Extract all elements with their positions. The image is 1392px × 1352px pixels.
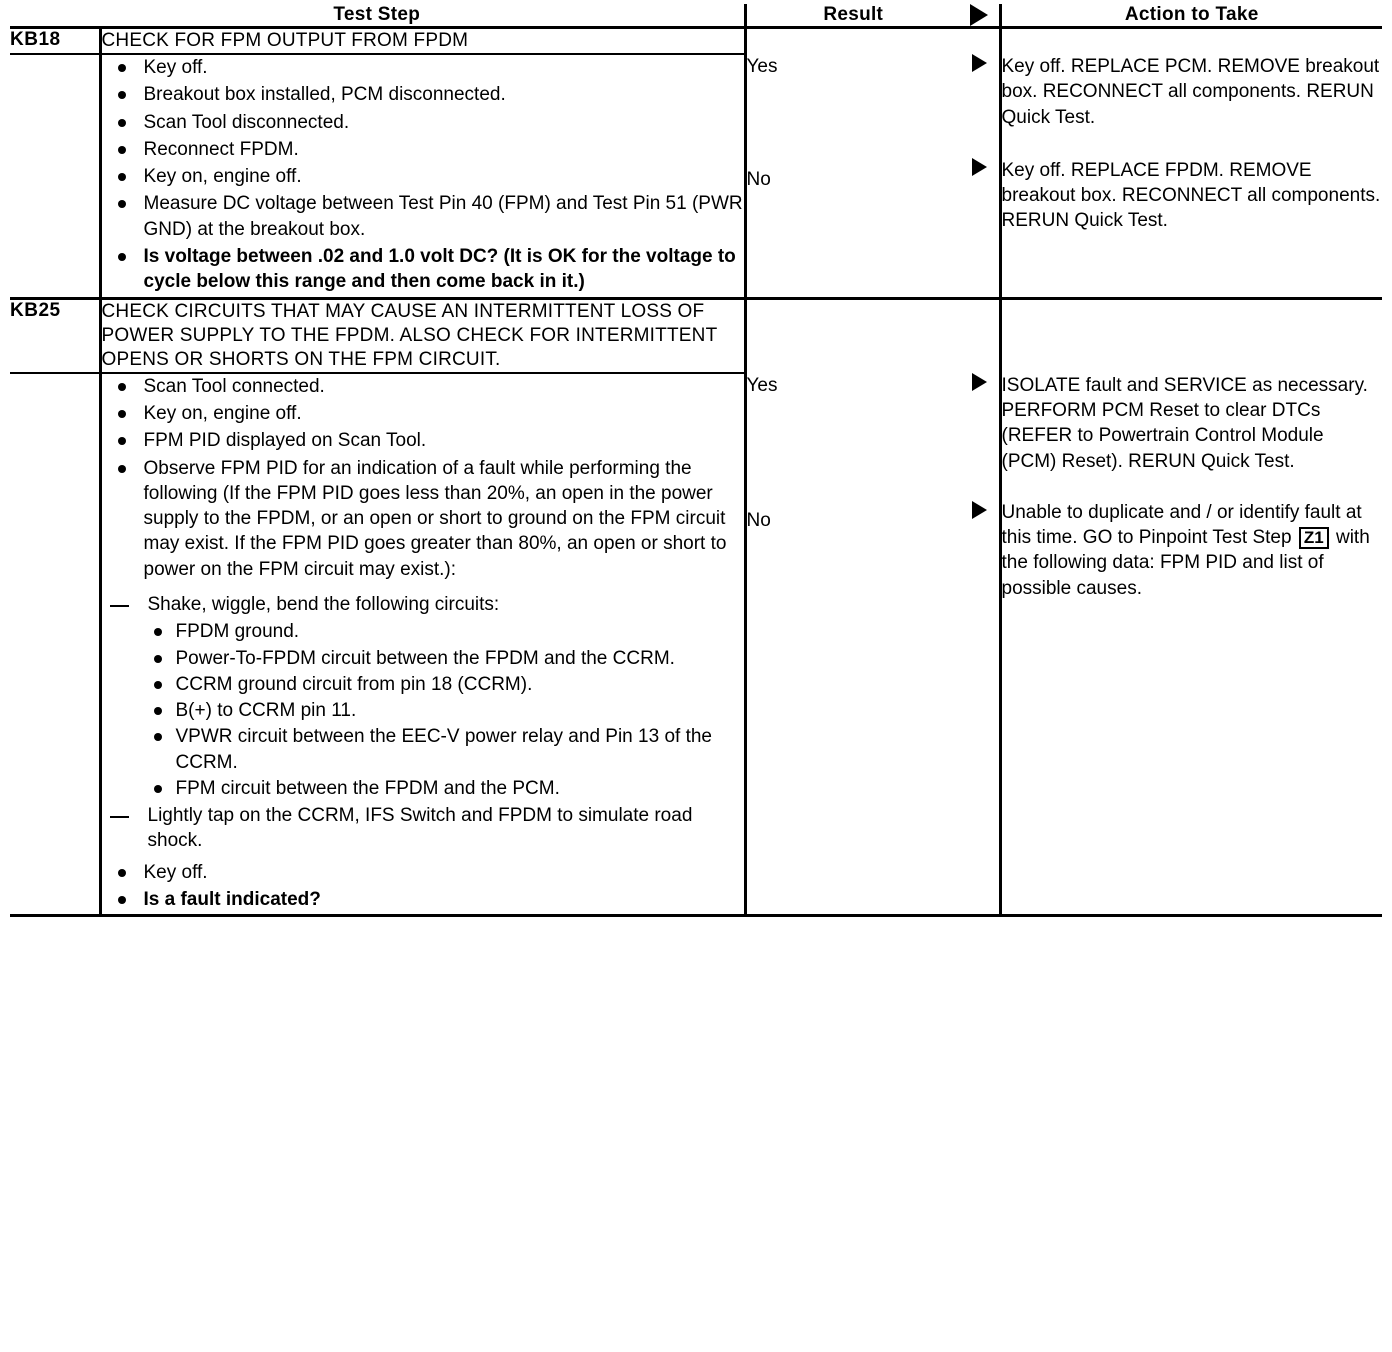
table-header-row [10,4,1382,28]
right-triangle-icon [970,4,988,26]
step-kb25-bullets [100,373,745,916]
step-id-kb25: KB25 [10,298,100,373]
list-item: FPDM ground. [148,619,744,644]
step-kb25-body-row [10,373,1382,916]
result-spacer [747,398,961,508]
step-kb18-title-row [10,28,1382,55]
action-text-no: Key off. REPLACE FPDM. REMOVE breakout box. RECONNECT all components. RERUN Quick Test. [1001,159,1381,232]
action-text-yes: ISOLATE fault and SERVICE as necessary. PERFORM PCM Reset to clear DTCs (REFER to Powertrain Control Module (PCM) Reset). RERUN Quick Test. [1001,374,1368,472]
results-kb25 [745,373,960,916]
arrows-kb18 [960,54,1000,298]
list-item: Breakout box installed, PCM disconnected. [102,82,744,107]
header-test-step: Test Step [10,4,745,28]
step-kb25-title-row [10,298,1382,373]
pinpoint-test-table [10,4,1382,917]
header-result: Result [745,4,960,28]
result-spacer [747,79,961,167]
header-arrow-cell [960,4,1000,28]
step-id-kb18-spacer [10,54,100,298]
right-triangle-icon [972,54,987,72]
dash-list-kb25 [102,592,744,854]
action-text-no [1002,500,1383,601]
actions-kb18 [1000,54,1382,298]
result-col-kb18-title [745,28,960,55]
sub-list-circuits [148,619,744,801]
list-item: Power-To-FPDM circuit between the FPDM and the CCRM. [148,646,744,671]
arrows-kb25 [960,373,1000,916]
list-item: Key off. [102,55,744,80]
right-triangle-icon [972,373,987,391]
list-item: Is voltage between .02 and 1.0 volt DC? (It is OK for the voltage to cycle below this range and then come back in it.) [102,244,744,295]
list-item: B(+) to CCRM pin 11. [148,698,744,723]
action-text-yes: Key off. REPLACE PCM. REMOVE breakout box. RECONNECT all components. RERUN Quick Test. [1001,56,1380,128]
result-col-kb25-title [745,298,960,373]
list-item: Key on, engine off. [102,164,744,189]
list-item: VPWR circuit between the EEC-V power relay and Pin 13 of the CCRM. [148,724,744,775]
action-col-kb25-title [1000,298,1382,373]
list-item: FPM PID displayed on Scan Tool. [102,428,744,453]
list-item: Key off. [102,860,744,885]
result-label-no: No [746,169,771,191]
list-item: Measure DC voltage between Test Pin 40 (FPM) and Test Pin 51 (PWR GND) at the breakout box. [102,191,744,242]
right-triangle-icon [972,501,987,519]
list-item: Key on, engine off. [102,401,744,426]
right-triangle-icon [972,158,987,176]
list-item: CCRM ground circuit from pin 18 (CCRM). [148,672,744,697]
header-action-to-take: Action to Take [1000,4,1382,28]
list-item: Scan Tool connected. [102,374,744,399]
step-kb18-bullets [100,54,745,298]
result-label-no: No [746,510,771,532]
pinpoint-step-reference: Z1 [1299,527,1329,549]
list-item: Reconnect FPDM. [102,137,744,162]
arrow-col-kb18-title [960,28,1000,55]
list-item: Observe FPM PID for an indication of a fault while performing the following (If the FPM PID goes less than 20%, an open in the power supply to the FPDM, or an open or short to ground on the FPM circuit may exist. If the FPM PID goes greater than 80%, an open or short to power on the FPM circuit may exist.): [102,456,744,582]
list-item: Scan Tool disconnected. [102,110,744,135]
bullet-list-kb25-tail [102,860,744,913]
action-text-no-part2: with the following data: FPM PID and list of possible causes. [1001,527,1370,599]
step-id-kb18: KB18 [10,28,100,55]
list-item: Is a fault indicated? [102,887,744,912]
step-title-kb25: CHECK CIRCUITS THAT MAY CAUSE AN INTERMITTENT LOSS OF POWER SUPPLY TO THE FPDM. ALSO CHECK FOR INTERMITTENT OPENS OR SHORTS ON THE FPM CIRCUIT. [100,298,745,373]
bullet-list-kb25 [102,374,744,582]
dash-item-label: Shake, wiggle, bend the following circuits: [147,594,500,616]
list-item [102,592,744,801]
step-kb18-body-row [10,54,1382,298]
arrow-col-kb25-title [960,298,1000,373]
step-title-kb18: CHECK FOR FPM OUTPUT FROM FPDM [100,28,745,55]
action-text-no-part1: Unable to duplicate and / or identify fault at this time. GO to Pinpoint Test Step [1001,501,1362,549]
result-label-yes: Yes [746,56,778,78]
step-id-kb25-spacer [10,373,100,916]
bullet-list-kb18 [102,55,744,294]
actions-kb25 [1000,373,1382,916]
action-col-kb18-title [1000,28,1382,55]
list-item: FPM circuit between the FPDM and the PCM. [148,776,744,801]
results-kb18 [745,54,960,298]
list-item: Lightly tap on the CCRM, IFS Switch and FPDM to simulate road shock. [102,803,744,854]
result-label-yes: Yes [746,374,778,396]
